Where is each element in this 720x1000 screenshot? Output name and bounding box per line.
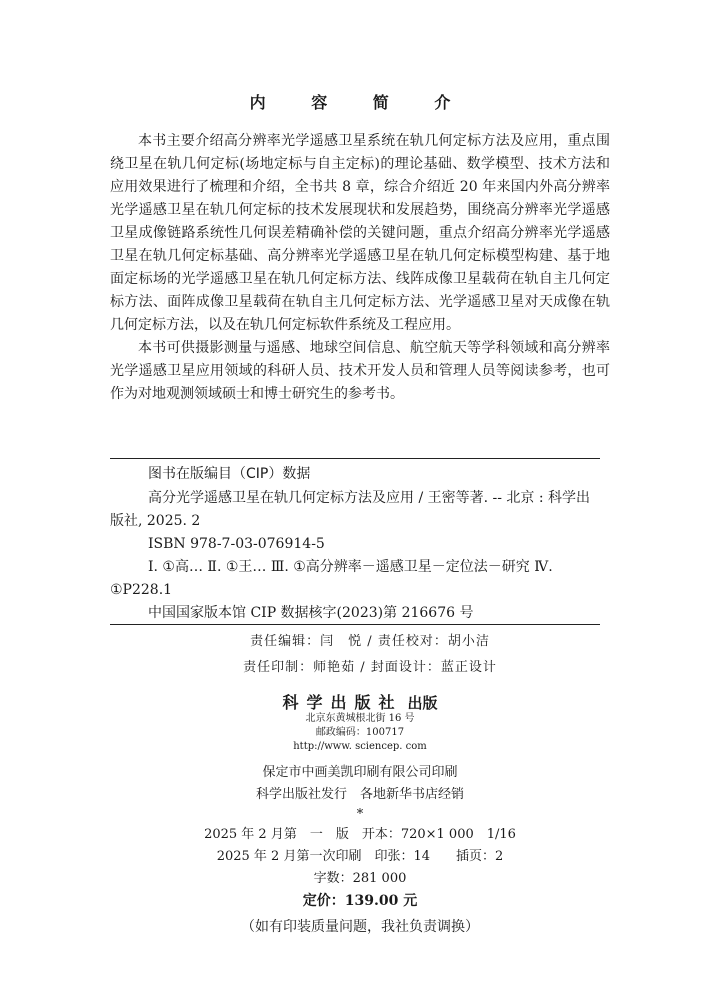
impression-info: 2025 年 2 月第一次印刷 印张：14 插页：2: [216, 849, 504, 864]
cip-title-line: 高分光学遥感卫星在轨几何定标方法及应用 / 王密等著. -- 北京 : 科学出版社, 2025. 2: [110, 490, 591, 529]
price: 定价：139.00 元: [302, 893, 418, 909]
separator-star: *: [356, 807, 364, 822]
edition-info: 2025 年 2 月第 一 版 开本：720×1 000 1/16: [204, 827, 516, 842]
cip-classification: Ⅰ. ①高… Ⅱ. ①王… Ⅲ. ①高分辨率－遥感卫星－定位法－研究 Ⅳ. ①P228.1: [110, 559, 553, 598]
cip-heading: 图书在版编目（CIP）数据: [148, 466, 311, 482]
publisher-line: [0, 690, 720, 713]
page-title: 内 容 简 介: [249, 93, 471, 112]
printer: 保定市中画美凯印刷有限公司印刷: [262, 765, 458, 780]
cip-top-rule: [110, 458, 600, 459]
distribution: 科学出版社发行 各地新华书店经销: [255, 787, 464, 802]
intro-paragraph-2: 本书可供摄影测量与遥感、地球空间信息、航空航天等学科领域和高分辨率光学遥感卫星应用领域的科研人员、技术开发人员和管理人员等阅读参考，也可作为对地观测领域硕士和博士研究生的参考书。: [110, 340, 610, 402]
cip-isbn: ISBN 978-7-03-076914-5: [148, 536, 325, 552]
quality-notice: （如有印装质量问题，我社负责调换）: [241, 919, 479, 935]
word-count: 字数：281 000: [313, 871, 407, 886]
publisher-suffix: 出版: [407, 694, 438, 712]
cip-bottom-rule: [110, 624, 600, 625]
intro-paragraph-1: 本书主要介绍高分辨率光学遥感卫星系统在轨几何定标方法及应用，重点围绕卫星在轨几何定标(场地定标与自主定标)的理论基础、数学模型、技术方法和应用效果进行了梳理和介绍，全书共 8 章，综合介绍近 20 年来国内外高分辨率光学遥感卫星在轨几何定标的技术发展现状和发展趋势，围绕高分辨率光学遥感卫星成像链路系统性几何误差精确补偿的关键问题，重点介绍高分辨率光学遥感卫星在轨几何定标基础、高分辨率光学遥感卫星在轨几何定标模型构建、基于地面定标场的光学遥感卫星在轨几何定标方法、线阵成像卫星载荷在轨自主几何定标方法、面阵成像卫星载荷在轨自主几何定标方法、光学遥感卫星对天成像在轨几何定标方法，以及在轨几何定标软件系统及工程应用。: [110, 133, 610, 333]
cip-record: 中国国家版本馆 CIP 数据核字(2023)第 216676 号: [148, 605, 474, 621]
publisher-url: http://www. sciencep. com: [293, 741, 427, 752]
publisher-logo: 科学出版社: [282, 693, 403, 712]
cip-block: [110, 487, 600, 625]
staff-line-1: 责任编辑：闫 悦 / 责任校对：胡小洁: [250, 634, 490, 649]
staff-line-2: 责任印制：师艳茹 / 封面设计：蓝正设计: [243, 660, 497, 675]
publisher-address: 北京东黄城根北街 16 号: [305, 713, 415, 724]
publisher-postcode: 邮政编码：100717: [315, 727, 405, 738]
